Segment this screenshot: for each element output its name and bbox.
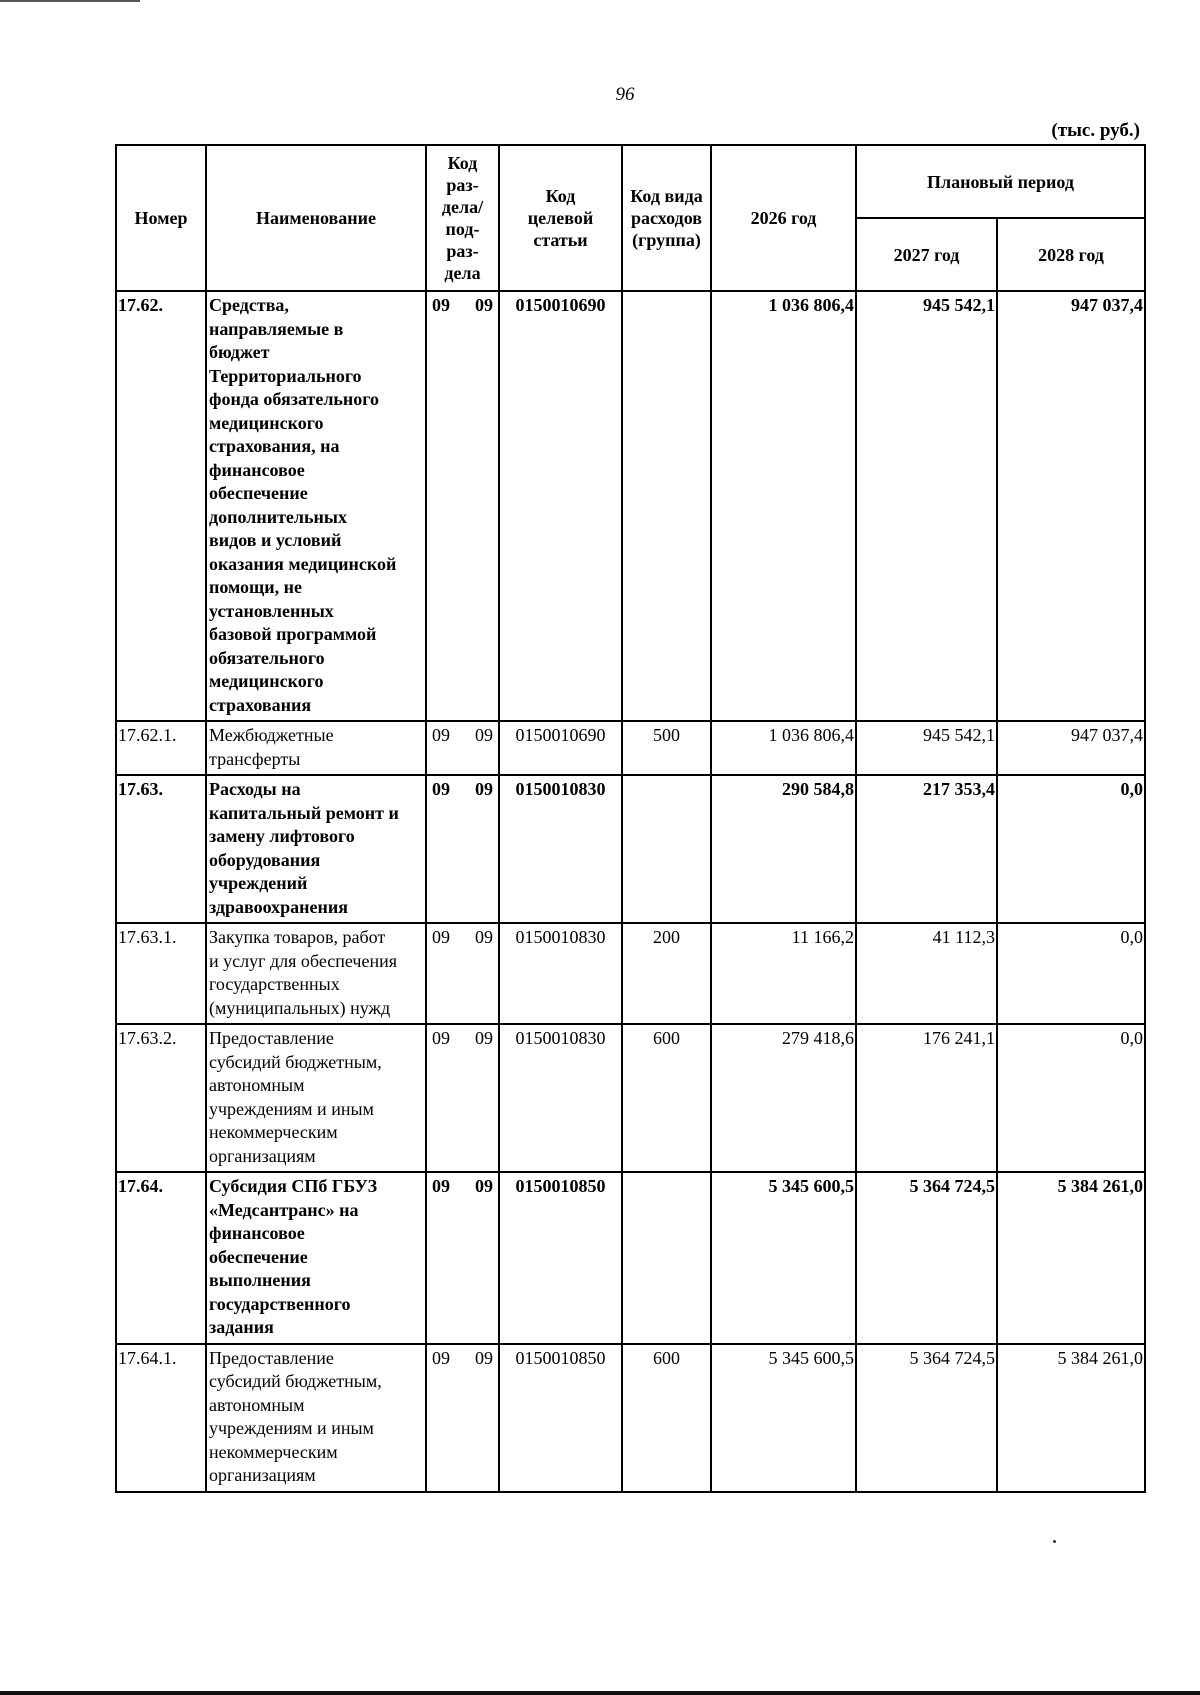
row-amount-2028: 0,0 (997, 923, 1145, 1024)
header-planning-period: Плановый период (856, 145, 1145, 218)
row-section-code (426, 923, 499, 1024)
header-line: Код (545, 186, 576, 206)
header-line: статьи (533, 230, 588, 250)
row-amount-2027: 176 241,1 (856, 1024, 997, 1172)
table-header (116, 145, 1145, 291)
row-subsection: 09 (475, 1347, 493, 1368)
row-name-line: выполнения (209, 1270, 311, 1290)
header-line: целевой (527, 208, 594, 228)
table-row (116, 1344, 1145, 1492)
header-line: дела/ (441, 197, 484, 217)
row-section: 09 (432, 779, 450, 799)
table-row (116, 775, 1145, 923)
row-name-line: организациям (209, 1465, 316, 1485)
row-subsection: 09 (475, 725, 493, 745)
row-amount-2027: 217 353,4 (856, 775, 997, 923)
row-subsection: 09 (475, 1176, 493, 1196)
row-number: 17.63. (116, 775, 206, 923)
row-amount-2027: 5 364 724,5 (856, 1172, 997, 1344)
row-expense-group (622, 775, 711, 923)
row-amount-2026: 1 036 806,4 (711, 721, 856, 775)
row-name-line: трансферты (209, 748, 301, 769)
row-article-code: 0150010850 (499, 1344, 622, 1492)
row-name-line: учреждений (209, 873, 308, 893)
row-number: 17.64. (116, 1172, 206, 1344)
row-name-line: автономным (209, 1394, 305, 1415)
header-section-code (426, 145, 499, 291)
row-amount-2028: 947 037,4 (997, 291, 1145, 721)
row-expense-group: 600 (622, 1024, 711, 1172)
row-name-line: медицинского (209, 412, 324, 433)
scan-bottom-band (0, 1691, 1200, 1695)
scan-corner-line (0, 0, 140, 2)
units-label: (тыс. руб.) (1051, 120, 1140, 141)
row-section-code (426, 1172, 499, 1344)
row-amount-2027: 945 542,1 (856, 291, 997, 721)
row-name-line: Средства, (209, 295, 289, 315)
row-section-code (426, 775, 499, 923)
row-name-line: капитальный ремонт и (209, 802, 399, 823)
header-name: Наименование (206, 145, 426, 291)
row-number: 17.63.2. (116, 1024, 206, 1172)
row-expense-group (622, 291, 711, 721)
row-name (206, 1344, 426, 1492)
row-article-code: 0150010830 (499, 923, 622, 1024)
row-section-code (426, 721, 499, 775)
scan-speck (1053, 1540, 1056, 1543)
row-amount-2028: 5 384 261,0 (997, 1172, 1145, 1344)
row-name-line: Предоставление (209, 1347, 334, 1368)
row-section-code (426, 291, 499, 721)
header-line: Код (447, 153, 478, 173)
row-amount-2026: 279 418,6 (711, 1024, 856, 1172)
row-name-line: некоммерческим (209, 1122, 338, 1142)
page-number: 96 (615, 84, 635, 105)
row-number: 17.62. (116, 291, 206, 721)
budget-table (115, 144, 1146, 1493)
header-article-code (499, 145, 622, 291)
row-article-code: 0150010690 (499, 291, 622, 721)
table-body (116, 291, 1145, 1492)
row-name-line: Расходы на (209, 779, 301, 799)
row-name-line: «Медсантранс» на (209, 1199, 359, 1220)
row-amount-2027: 945 542,1 (856, 721, 997, 775)
row-name-line: обязательного (209, 647, 325, 668)
row-name-line: медицинского (209, 671, 324, 691)
row-name-line: помощи, не (209, 577, 302, 597)
row-section-code (426, 1344, 499, 1492)
row-name-line: субсидий бюджетным, (209, 1371, 382, 1391)
row-article-code: 0150010850 (499, 1172, 622, 1344)
row-section-code (426, 1024, 499, 1172)
row-amount-2028: 947 037,4 (997, 721, 1145, 775)
row-number: 17.64.1. (116, 1344, 206, 1492)
row-name (206, 923, 426, 1024)
row-name-line: Закупка товаров, работ (209, 927, 386, 947)
row-amount-2028: 0,0 (997, 775, 1145, 923)
row-name-line: фонда обязательного (209, 389, 380, 409)
row-name-line: Субсидия СПб ГБУЗ (209, 1176, 378, 1196)
row-name-line: государственных (209, 974, 340, 994)
row-subsection: 09 (475, 295, 493, 315)
row-section: 09 (432, 1028, 450, 1048)
row-name-line: базовой программой (209, 624, 377, 644)
table-row (116, 721, 1145, 775)
row-name (206, 1024, 426, 1172)
row-expense-group: 600 (622, 1344, 711, 1492)
table-row (116, 923, 1145, 1024)
row-amount-2026: 1 036 806,4 (711, 291, 856, 721)
row-name-line: (муниципальных) нужд (209, 997, 391, 1018)
row-section: 09 (432, 1176, 450, 1196)
row-name-line: задания (209, 1317, 274, 1337)
row-name-line: установленных (209, 600, 334, 621)
row-name-line: страхования, на (209, 436, 340, 456)
row-name-line: организациям (209, 1145, 316, 1166)
row-name-line: бюджет (209, 342, 270, 362)
header-line: Код вида (630, 186, 703, 206)
row-name-line: государственного (209, 1293, 351, 1314)
row-amount-2026: 290 584,8 (711, 775, 856, 923)
row-name-line: дополнительных (209, 506, 347, 527)
row-name (206, 1172, 426, 1344)
row-name-line: обеспечение (209, 483, 308, 503)
row-amount-2027: 41 112,3 (856, 923, 997, 1024)
row-amount-2027: 5 364 724,5 (856, 1344, 997, 1492)
row-name-line: оказания медицинской (209, 553, 397, 574)
row-amount-2026: 5 345 600,5 (711, 1172, 856, 1344)
row-name-line: Территориального (209, 365, 362, 386)
header-line: расходов (631, 208, 702, 228)
header-year-2028: 2028 год (997, 218, 1145, 291)
row-name-line: обеспечение (209, 1246, 308, 1267)
row-name-line: здравоохранения (209, 896, 349, 917)
row-name-line: финансовое (209, 459, 305, 480)
table-row (116, 291, 1145, 721)
row-section: 09 (432, 927, 450, 947)
header-expense-code (622, 145, 711, 291)
row-name-line: субсидий бюджетным, (209, 1051, 382, 1072)
header-line: раз- (446, 241, 479, 261)
row-section: 09 (432, 1347, 450, 1368)
row-article-code: 0150010690 (499, 721, 622, 775)
row-name-line: автономным (209, 1075, 305, 1095)
row-name (206, 291, 426, 721)
row-expense-group: 200 (622, 923, 711, 1024)
row-name-line: учреждениям и иным (209, 1418, 374, 1438)
row-name-line: оборудования (209, 849, 321, 870)
row-article-code: 0150010830 (499, 775, 622, 923)
row-section: 09 (432, 725, 450, 745)
table-row (116, 1172, 1145, 1344)
row-amount-2026: 5 345 600,5 (711, 1344, 856, 1492)
row-amount-2028: 0,0 (997, 1024, 1145, 1172)
row-name-line: видов и условий (209, 530, 342, 550)
header-line: дела (444, 263, 481, 283)
row-name-line: направляемые в (209, 318, 344, 339)
row-section: 09 (432, 295, 450, 315)
row-name (206, 775, 426, 923)
header-year-2026: 2026 год (711, 145, 856, 291)
row-subsection: 09 (475, 927, 493, 947)
row-expense-group: 500 (622, 721, 711, 775)
row-name-line: и услуг для обеспечения (209, 950, 398, 971)
table-row (116, 1024, 1145, 1172)
row-name-line: Межбюджетные (209, 725, 334, 745)
row-number: 17.63.1. (116, 923, 206, 1024)
row-article-code: 0150010830 (499, 1024, 622, 1172)
row-name-line: страхования (209, 694, 312, 715)
row-name-line: финансовое (209, 1223, 305, 1243)
row-name-line: замену лифтового (209, 826, 355, 846)
header-year-2027: 2027 год (856, 218, 997, 291)
header-number: Номер (116, 145, 206, 291)
row-name-line: Предоставление (209, 1028, 334, 1048)
row-name (206, 721, 426, 775)
header-line: под- (445, 219, 480, 239)
header-line: (группа) (632, 230, 701, 250)
row-expense-group (622, 1172, 711, 1344)
row-amount-2026: 11 166,2 (711, 923, 856, 1024)
row-subsection: 09 (475, 779, 493, 799)
row-name-line: учреждениям и иным (209, 1098, 374, 1119)
row-subsection: 09 (475, 1028, 493, 1048)
header-line: раз- (446, 175, 479, 195)
row-number: 17.62.1. (116, 721, 206, 775)
row-amount-2028: 5 384 261,0 (997, 1344, 1145, 1492)
row-name-line: некоммерческим (209, 1441, 338, 1462)
